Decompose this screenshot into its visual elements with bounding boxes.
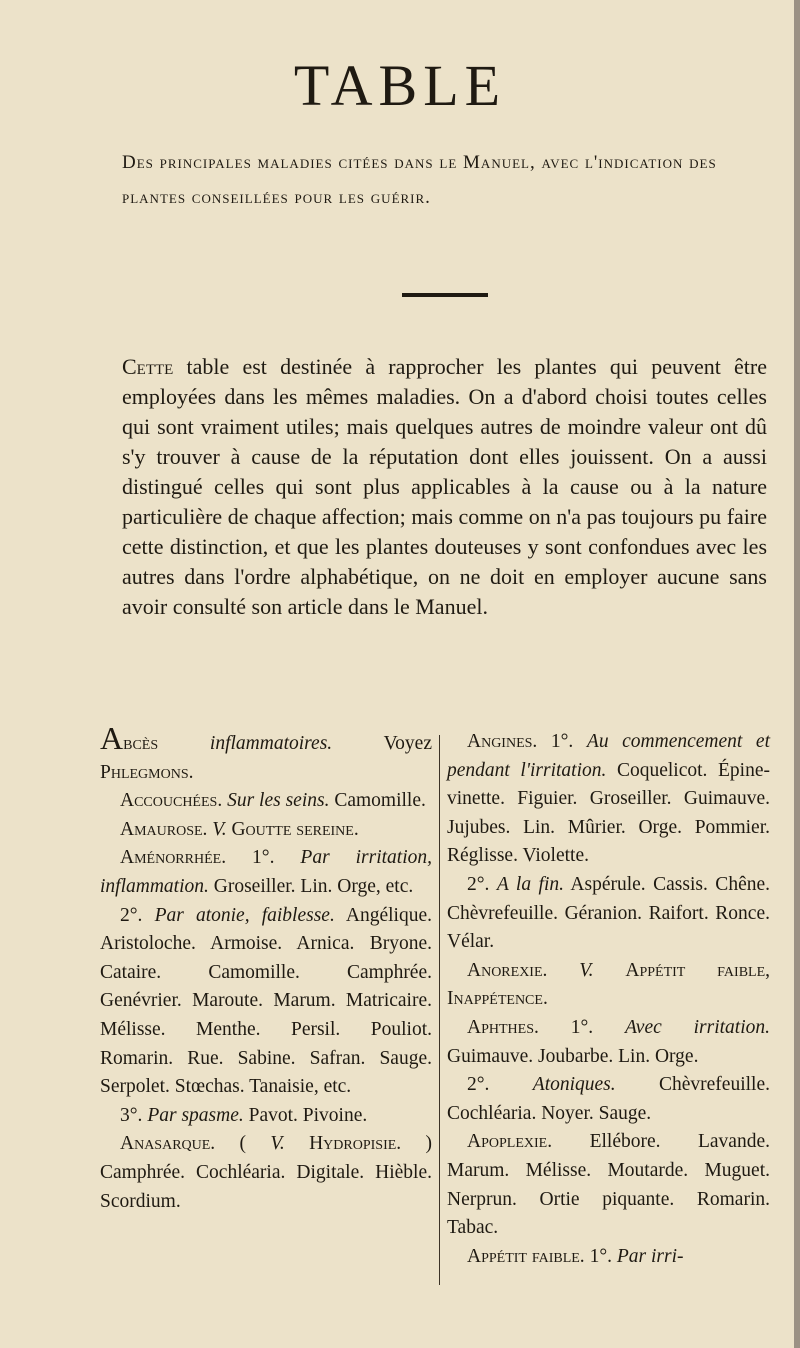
entry-apoplexie — [447, 1128, 770, 1242]
entry-appetit — [447, 1243, 770, 1272]
entry-angines — [447, 728, 770, 871]
intro-lead: Cette — [122, 354, 174, 379]
drop-initial: A — [100, 720, 124, 756]
entry-head: Anasarque. — [120, 1133, 216, 1155]
entry-text: Ellébore. Lavande. Marum. Mélisse. Moutarde. Muguet. Nerprun. Ortie piquante. Romarin. Tabac. — [447, 1131, 770, 1239]
entry-number: 2°. — [120, 904, 143, 926]
entry-ref: Phlegmons. — [100, 761, 194, 783]
entry-number: 1°. — [226, 847, 275, 869]
page-edge — [794, 0, 800, 1348]
entry-aphthes — [447, 1014, 770, 1071]
entry-text: Camphrée. Cochléaria. Digitale. Hièble. Scordium. — [100, 1161, 432, 1212]
entry-head: Apoplexie. — [467, 1131, 553, 1153]
entry-qualifier: Avec irritation. — [624, 1016, 770, 1038]
entry-head: Aphthes. — [467, 1016, 539, 1038]
entry-number: 1°. — [584, 1245, 612, 1267]
entry-text: Angélique. Aristoloche. Armoise. Arnica. Bryone. Cataire. Camomille. Camphrée. Genévrier. Maroute. Marum. Matricaire. Mélisse. Menthe. Persil. Pouliot. Romarin. Rue. Sabine. Safran. Sauge. Serpolet. Stœchas. Tanaisie, etc. — [100, 904, 433, 1098]
entry-text: Guimauve. Joubarbe. Lin. Orge. — [447, 1045, 699, 1067]
entry-text: Voyez — [332, 733, 432, 754]
entry-text: Chèvrefeuille. Cochléaria. Noyer. Sauge. — [447, 1074, 770, 1124]
entry-anasarque: Anasarque. ( V. Hydropisie. ) Camphrée. Cochléaria. Digitale. Hièble. Scordium. — [100, 1133, 433, 1212]
entry-head: Accouchées. — [120, 790, 223, 812]
entry-amaurose — [100, 816, 432, 845]
entry-see: V. — [270, 1133, 285, 1155]
entry-head: Aménorrhée. — [120, 847, 227, 869]
entry-head: Appétit faible. — [467, 1245, 585, 1267]
intro-paragraph — [122, 352, 767, 622]
entry-number: 2°. — [467, 1074, 490, 1096]
entry-number: 1°. — [537, 731, 574, 752]
entry-qualifier: Sur les seins. — [227, 790, 330, 812]
entry-see: V. — [212, 818, 227, 840]
entry-anorexie — [447, 957, 770, 1014]
entry-qualifier: Atoniques. — [532, 1074, 616, 1096]
entry-number: 1°. — [538, 1016, 594, 1038]
entry-text: Aspérule. Cassis. Chêne. Chèvrefeuille. Géranion. Raifort. Ronce. Vélar. — [447, 873, 771, 953]
entry-see: V. — [579, 959, 594, 981]
entry-amenorrhee-2 — [100, 902, 432, 1102]
column-divider — [439, 735, 440, 1285]
right-column — [447, 728, 770, 1271]
entry-text: Pavot. Pivoine. — [243, 1104, 368, 1126]
entry-ref: Hydropisie. — [309, 1133, 402, 1155]
entry-head: bcès — [123, 733, 159, 754]
entry-text: Groseiller. Lin. Orge, etc. — [208, 875, 414, 897]
title-rule — [402, 293, 488, 297]
entry-amenorrhee — [100, 844, 432, 901]
entry-text: Camomille. — [334, 790, 426, 812]
entry-text: Coquelicot. Épine-vinette. Figuier. Groseiller. Guimauve. Jujubes. Lin. Mûrier. Orge. Pommier. Réglisse. Violette. — [447, 759, 770, 867]
entry-qualifier: Au commencement et pendant l'irritation. — [447, 731, 770, 781]
entry-angines-2 — [447, 871, 770, 957]
entry-qualifier: Par atonie, faiblesse. — [154, 904, 335, 926]
page-subtitle: Des principales maladies citées dans le Manuel, avec l'indication des plantes conseillées pour les guérir. — [122, 152, 717, 208]
entry-ref: Goutte sereine. — [231, 818, 359, 840]
entry-amenorrhee-3 — [100, 1102, 432, 1131]
entry-head: Anorexie. — [467, 959, 548, 981]
entry-qualifier: inflammatoires. — [209, 733, 333, 754]
entry-qualifier: Par irritation, inflammation. — [100, 847, 432, 897]
left-column — [100, 720, 433, 1216]
page-title: TABLE — [293, 53, 507, 118]
entry-number: 2°. — [467, 873, 490, 895]
entry-head: Angines. — [467, 731, 538, 752]
entry-accouchees — [100, 787, 432, 816]
entry-qualifier: Par irri- — [616, 1245, 684, 1267]
intro-text: table est destinée à rapprocher les plantes qui peuvent être employées dans les mêmes maladies. On a d'abord choisi toutes celles qui sont vraiment utiles; mais quelques autres de moindre valeur ont dû s'y trouver à cause de la réputation dont elles jouissent. On a aussi distingué celles qui sont plus applicables à la cause ou à la nature particulière de chaque affection; mais comme on n'a pas toujours pu faire cette distinction, et que les plantes douteuses y sont confondues avec les autres dans l'ordre alphabétique, on ne doit en employer aucune sans avoir consulté son article dans le Manuel. — [122, 354, 767, 619]
entry-ref: Appétit faible, Inappétence. — [447, 959, 771, 1010]
entry-abces — [100, 720, 432, 787]
entry-qualifier: A la fin. — [496, 873, 565, 895]
entry-head: Amaurose. — [120, 818, 208, 840]
entry-aphthes-2 — [447, 1071, 770, 1128]
entry-number: 3°. — [120, 1104, 143, 1126]
entry-qualifier: Par spasme. — [147, 1104, 244, 1126]
